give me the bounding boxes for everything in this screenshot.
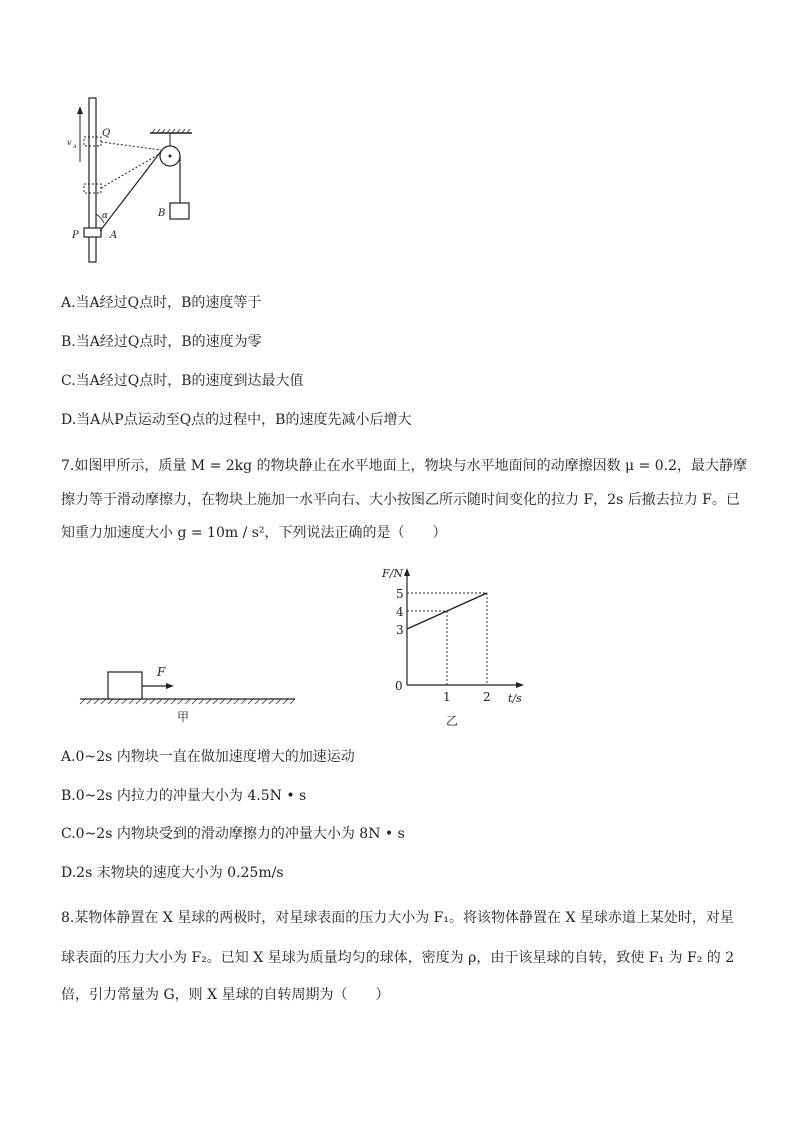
q7-stem-line1: 7.如图甲所示，质量 M = 2kg 的物块静止在水平地面上，物块与水平地面间的动摩擦因数 μ = 0.2，最大静摩 [61,458,748,474]
q7-option-b: B.0~2s 内拉力的冲量大小为 4.5N • s [61,788,307,804]
rope-a [100,150,162,231]
velocity-label: v [67,138,72,147]
y-axis-label: F/N [382,567,403,580]
q7-option-c: C.0~2s 内物块受到的滑动摩擦力的冲量大小为 8N • s [61,826,405,842]
q8-stem-line1: 8.某物体静置在 X 星球的两极时，对星球表面的压力大小为 F₁。将该物体静置在 X 星球赤道上某处时，对星 [61,910,734,926]
block-figure [75,655,300,730]
collar-a [84,228,101,237]
y-tick-label-5: 5 [396,587,404,601]
force-label: F [157,665,166,679]
q6-option-b: B.当A经过Q点时，B的速度为零 [61,334,262,350]
svg-text:A: A [73,144,77,150]
q6-option-a: A.当A经过Q点时，B的速度等于 [61,295,262,311]
q7-option-a: A.0~2s 内物块一直在做加速度增大的加速运动 [61,749,355,765]
x-tick-label-1: 1 [443,690,451,704]
point-p-label: P [72,230,79,241]
q6-option-d: D.当A从P点运动至Q点的过程中，B的速度先减小后增大 [61,412,412,428]
x-axis-arrow [516,682,524,688]
block [108,672,142,699]
block-b [170,203,189,219]
point-a-label: A [110,230,118,241]
q6-option-c: C.当A经过Q点时，B的速度到达最大值 [61,373,304,389]
q7-option-d: D.2s 末物块的速度大小为 0.25m/s [61,865,284,881]
figure-yi-caption: 乙 [446,714,459,728]
q7-stem-line2: 擦力等于滑动摩擦力，在物块上施加一水平向右、大小按图乙所示随时间变化的拉力 F，2s 后撤去拉力 F。已 [61,492,740,508]
figure-jia-caption: 甲 [177,710,190,724]
q7-stem-line3: 知重力加速度大小 g = 10m / s²，下列说法正确的是（ ） [61,525,447,541]
q8-stem-line2: 球表面的压力大小为 F₂。已知 X 星球为质量均匀的球体，密度为 ρ，由于该星球的自转，致使 F₁ 为 F₂ 的 2 [61,950,735,966]
force-time-graph [370,563,540,733]
q8-stem-line3: 倍，引力常量为 G，则 X 星球的自转周期为（ ） [61,987,390,1003]
origin-label: 0 [395,679,403,693]
y-tick-label-4: 4 [396,605,404,619]
x-axis-label: t/s [508,692,522,705]
y-tick-label-3: 3 [396,623,404,637]
pulley-figure [60,92,200,264]
y-axis-arrow [404,568,410,576]
angle-alpha-label: α [102,211,109,221]
block-b-label: B [158,208,166,219]
x-tick-label-2: 2 [483,690,491,704]
point-q-label: Q [102,128,111,139]
